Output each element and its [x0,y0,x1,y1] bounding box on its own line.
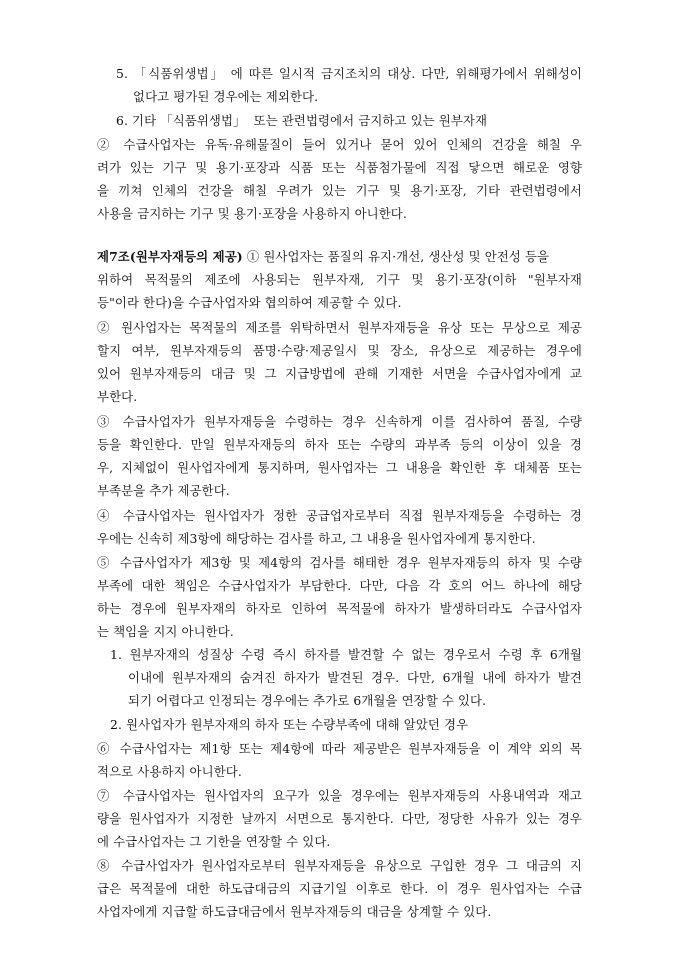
paragraph-2-line: ② 수급사업자는 유독·유해물질이 들어 있거나 묻어 있어 인체의 건강을 해칠 우 [97,137,582,152]
article-7-para7-line: 에 수급사업자는 그 기한을 연장할 수 있다. [97,834,331,849]
article-7-para2-line: ② 원사업자는 목적물의 제조를 위탁하면서 원부자재등을 유상 또는 무상으로 제공 [97,320,582,335]
paragraph-2-line: 을 끼쳐 인체의 건강을 해칠 우려가 있는 기구 및 용기·포장, 기타 관련법령에서 [97,183,582,198]
article-7-para8-line: 사업자에게 지급할 하도급대금에서 원부자재등의 대금을 상계할 수 있다. [97,904,492,919]
list-item-5-line2: 없다고 평가된 경우에는 제외한다. [133,89,319,104]
article-7-para5-line: ⑤ 수급사업자가 제3항 및 제4항의 검사를 해태한 경우 원부자재등의 하자 및 수량 [97,555,582,570]
paragraph-2-line: 려가 있는 기구 및 용기·포장과 식품 또는 식품첨가물에 직접 닿으면 해로운 영향 [97,160,582,175]
paragraph-2-line: 사용을 금지하는 기구 및 용기·포장을 사용하지 아니한다. [97,206,407,221]
list-item-5-line1: 5. 「식품위생법」 에 따른 일시적 금지조치의 대상. 다만, 위해평가에서 위해성이 [116,66,582,81]
article-7-para7-line: ⑦ 수급사업자는 원사업자의 요구가 있을 경우에는 원부자재등의 사용내역과 재고 [97,788,582,803]
article-7-para6-line: ⑥ 수급사업자는 제1항 또는 제4항에 따라 제공받은 원부자재등을 이 계약 외의 목 [97,741,582,756]
article-7-para2-line: 부한다. [97,389,138,404]
article-7-para3-line: 우, 지체없이 원사업자에게 통지하며, 원사업자는 그 내용을 확인한 후 대체품 또는 [97,460,582,475]
article-7-para4-line: ④ 수급사업자는 원사업자가 정한 공급업자로부터 직접 원부자재등을 수령하는 경 [97,508,582,523]
article-7-para7-line: 량을 원사업자가 지정한 날까지 서면으로 통지한다. 다만, 정당한 사유가 있는 경우 [97,811,582,826]
article-title: 제7조(원부자재등의 제공) [97,249,243,264]
sub-item-1-line: 이내에 원부자재의 숨겨진 하자가 발견된 경우. 다만, 6개월 내에 하자가 발견 [128,670,582,685]
sub-item-2: 2. 원사업자가 원부자재의 하자 또는 수량부족에 대해 알았던 경우 [110,717,469,732]
sub-item-1-line: 되기 어렵다고 인정되는 경우에는 추가로 6개월을 연장할 수 있다. [128,693,487,708]
article-7-para5-line: 부족에 대한 책임은 수급사업자가 부담한다. 다만, 다음 각 호의 어느 하나에 해당 [97,578,582,593]
article-7-para6-line: 적으로 사용하지 아니한다. [97,764,242,779]
article-7-para4-line: 우에는 신속히 제3항에 해당하는 검사를 하고, 그 내용을 원사업자에게 통지한다. [97,531,536,546]
article-7-para1-line: 등"이라 한다)을 수급사업자와 협의하여 제공할 수 있다. [97,295,402,310]
article-7-first-line [97,249,549,265]
article-7-para2-line: 할지 여부, 원부자재등의 품명·수량·제공일시 및 장소, 유상으로 제공하는 경우에 [97,343,582,358]
article-7-para5-line: 는 책임을 지지 아니한다. [97,624,234,639]
article-7-para3-line: ③ 수급사업자가 원부자재등을 수령하는 경우 신속하게 이를 검사하여 품질, 수량 [97,414,582,429]
article-7-para8-line: ⑧ 수급사업자가 원사업자로부터 원부자재등을 유상으로 구입한 경우 그 대금의 지 [97,858,582,873]
article-7-para2-line: 있어 원부자재등의 대금 및 그 지급방법에 관해 기재한 서면을 수급사업자에게 교 [97,366,582,381]
article-7-para1-line: 위하여 목적물의 제조에 사용되는 원부자재, 기구 및 용기·포장(이하 "원부자재 [97,272,582,287]
article-7-para3-line: 등을 확인한다. 만일 원부자재등의 하자 또는 수량의 과부족 등의 이상이 있을 경 [97,437,582,452]
list-item-6: 6. 기타 「식품위생법」 또는 관련법령에서 금지하고 있는 원부자재 [116,113,488,128]
article-7-para3-line: 부족분을 추가 제공한다. [97,483,230,498]
article-7-para1-start: ① 원사업자는 품질의 유지·개선, 생산성 및 안전성 등을 [242,249,550,264]
article-7-para5-line: 하는 경우에 원부자재의 하자로 인하여 목적물에 하자가 발생하더라도 수급사업자 [97,601,582,616]
sub-item-1-line: 1. 원부자재의 성질상 수령 즉시 하자를 발견할 수 없는 경우로서 수령 후 6개월 [110,647,582,662]
article-7-para8-line: 급은 목적물에 대한 하도급대금의 지급기일 이후로 한다. 이 경우 원사업자는 수급 [97,881,582,896]
